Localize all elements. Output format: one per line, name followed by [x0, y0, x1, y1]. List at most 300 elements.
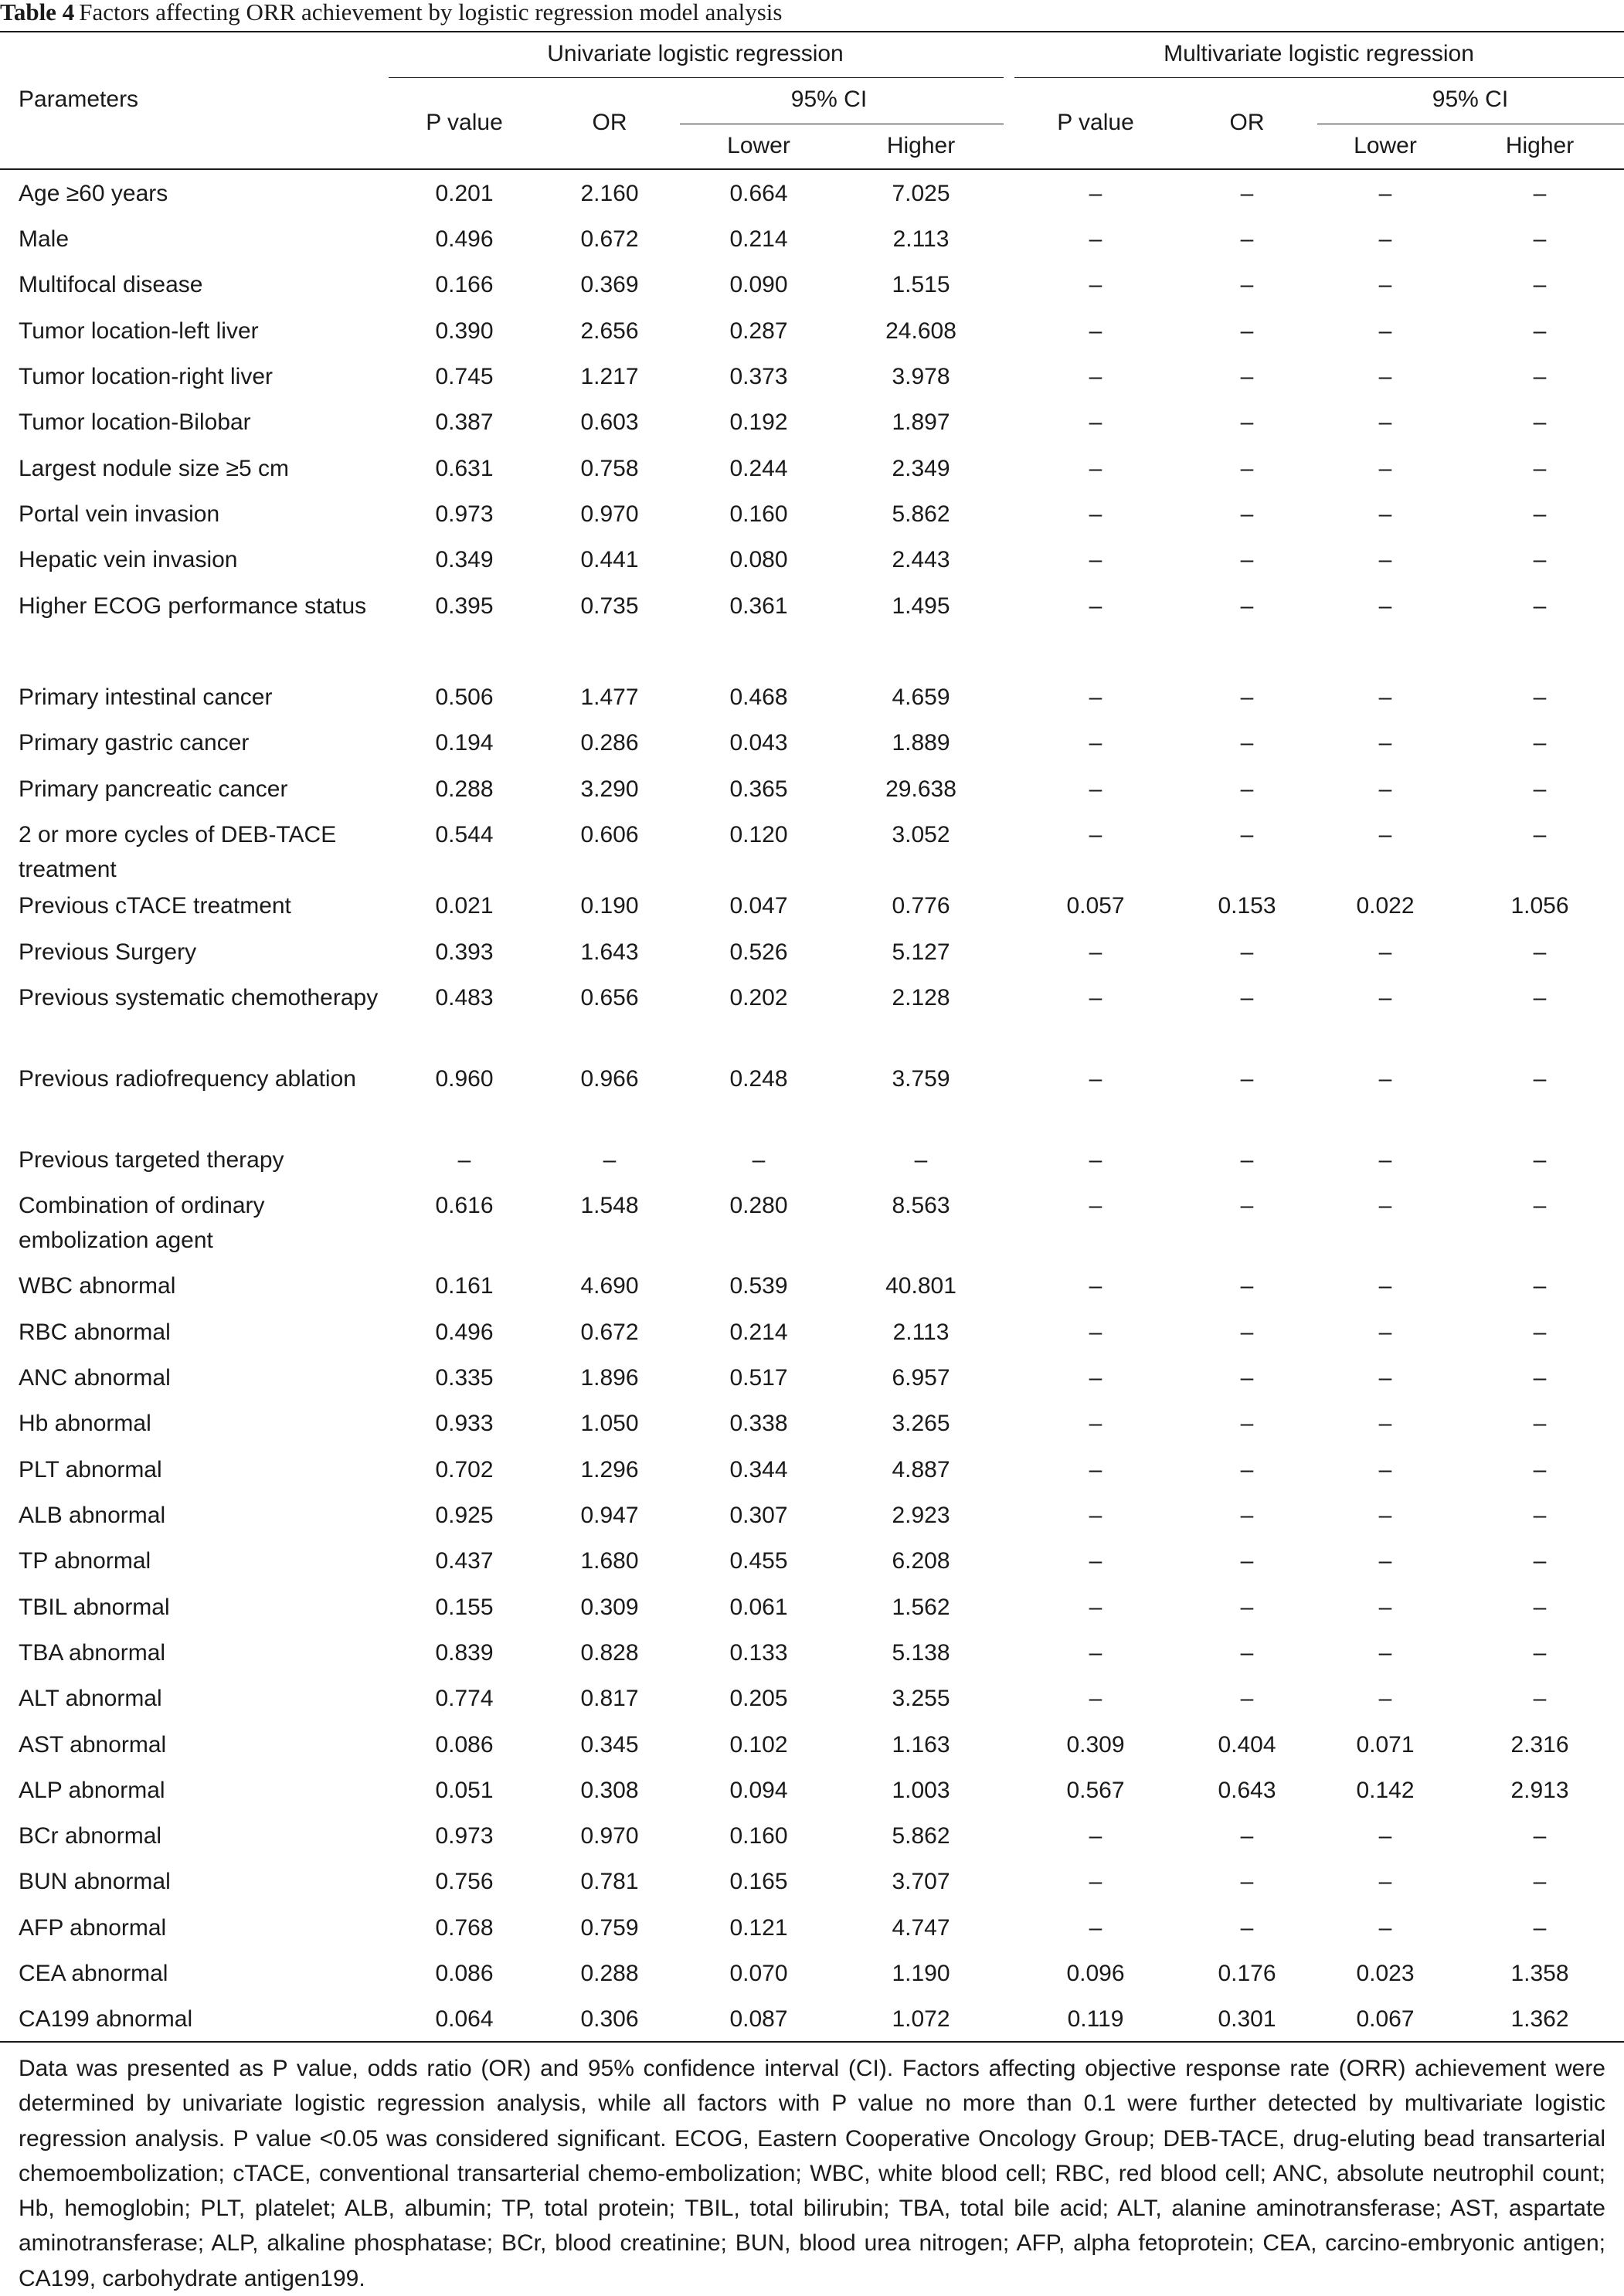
multi-p-value-cell: –	[1089, 939, 1102, 965]
uni-p-value-cell: 0.544	[435, 822, 494, 847]
multi-or-cell: –	[1240, 1411, 1254, 1436]
header-uni-ci: 95% CI	[790, 87, 868, 112]
uni-p-value-cell: 0.756	[435, 1869, 494, 1894]
table-caption	[0, 0, 1624, 26]
multi-ci-higher-cell: –	[1533, 1365, 1547, 1391]
row-parameter: Primary pancreatic cancer	[19, 776, 288, 802]
row-parameter: Largest nodule size ≥5 cm	[19, 456, 289, 481]
multi-p-value-cell: –	[1089, 1640, 1102, 1666]
table-footnote: Data was presented as P value, odds ratio (OR) and 95% confidence interval (CI). Factors affecting objective response rate (ORR) achievement were determined by univariate logistic regression analysis, while all factors with P value no more than 0.1 were further detected by multivariate logistic regression analysis. P value <0.05 was considered significant. ECOG, Eastern Cooperative Oncology Group; DEB-TACE, drug-eluting bead transarterial chemoembolization; cTACE, conventional transarterial chemo-embolization; WBC, white blood cell; RBC, red blood cell; ANC, absolute neutrophil count; Hb, hemoglobin; PLT, platelet; ALB, albumin; TP, total protein; TBIL, total bilirubin; TBA, total bile acid; ALT, alanine aminotransferase; AST, aspartate aminotransferase; ALP, alkaline phosphatase; BCr, blood creatinine; BUN, blood urea nitrogen; AFP, alpha fetoprotein; CEA, carcino-embryonic antigen; CA199, carbohydrate antigen199.	[19, 2056, 1605, 2291]
multi-or-cell: –	[1240, 318, 1254, 344]
uni-p-value-cell: 0.201	[435, 181, 494, 206]
multi-ci-lower-cell: –	[1378, 1869, 1392, 1894]
multi-or-cell: –	[1240, 1548, 1254, 1574]
multi-or-cell: –	[1240, 1686, 1254, 1711]
uni-or-cell: 0.369	[580, 272, 639, 297]
multi-ci-lower-cell: –	[1378, 318, 1392, 344]
uni-ci-lower-cell: 0.365	[729, 776, 788, 802]
multivariate-rule	[1014, 77, 1624, 78]
multi-or-cell: –	[1240, 1595, 1254, 1620]
uni-ci-higher-cell: 3.255	[892, 1686, 950, 1711]
uni-or-cell: 0.759	[580, 1915, 639, 1941]
multi-ci-lower-cell: –	[1378, 1193, 1392, 1218]
multi-or-cell: –	[1240, 593, 1254, 619]
row-parameter: TBA abnormal	[19, 1640, 166, 1666]
multi-or-cell: –	[1240, 1365, 1254, 1391]
uni-ci-higher-cell: 3.707	[892, 1869, 950, 1894]
row-parameter: Combination of ordinary embolization agent	[19, 1193, 265, 1253]
uni-ci-lower-cell: 0.361	[729, 593, 788, 619]
multi-or-cell: –	[1240, 684, 1254, 710]
uni-or-cell: 0.345	[580, 1732, 639, 1758]
multi-p-value-cell: –	[1089, 1595, 1102, 1620]
multi-ci-higher-cell: –	[1533, 1273, 1547, 1299]
multi-ci-higher-cell: –	[1533, 684, 1547, 710]
uni-or-cell: 0.966	[580, 1066, 639, 1092]
uni-ci-lower-cell: 0.090	[729, 272, 788, 297]
uni-p-value-cell: –	[457, 1147, 471, 1173]
multi-ci-higher-cell: –	[1533, 939, 1547, 965]
top-rule	[0, 31, 1624, 32]
table-title: Factors affecting ORR achievement by logistic regression model analysis	[79, 0, 783, 25]
multi-ci-higher-cell: 1.362	[1510, 2006, 1569, 2032]
uni-ci-lower-cell: 0.165	[729, 1869, 788, 1894]
multi-ci-lower-cell: –	[1378, 939, 1392, 965]
multi-ci-higher-cell: –	[1533, 1915, 1547, 1941]
multi-ci-lower-cell: –	[1378, 1595, 1392, 1620]
uni-ci-higher-cell: 3.978	[892, 364, 950, 389]
uni-p-value-cell: 0.335	[435, 1365, 494, 1391]
uni-ci-higher-cell: 3.052	[892, 822, 950, 847]
uni-p-value-cell: 0.496	[435, 1320, 494, 1345]
multi-ci-lower-cell: –	[1378, 1823, 1392, 1849]
multi-or-cell: –	[1240, 1915, 1254, 1941]
uni-ci-lower-cell: 0.526	[729, 939, 788, 965]
uni-or-cell: 0.288	[580, 1961, 639, 1986]
uni-or-cell: 0.308	[580, 1778, 639, 1803]
multi-or-cell: –	[1240, 272, 1254, 297]
uni-or-cell: 0.190	[580, 893, 639, 919]
multi-p-value-cell: –	[1089, 364, 1102, 389]
uni-p-value-cell: 0.021	[435, 893, 494, 919]
uni-ci-lower-cell: 0.205	[729, 1686, 788, 1711]
multi-ci-lower-cell: –	[1378, 1365, 1392, 1391]
row-parameter: Tumor location-right liver	[19, 364, 273, 389]
uni-p-value-cell: 0.774	[435, 1686, 494, 1711]
uni-ci-higher-cell: 1.889	[892, 730, 950, 756]
uni-p-value-cell: 0.616	[435, 1193, 494, 1218]
multi-p-value-cell: 0.057	[1066, 893, 1125, 919]
uni-ci-lower-cell: 0.094	[729, 1778, 788, 1803]
multi-p-value-cell: –	[1089, 1869, 1102, 1894]
uni-or-cell: 0.672	[580, 226, 639, 252]
multi-ci-lower-cell: –	[1378, 684, 1392, 710]
multi-p-value-cell: 0.309	[1066, 1732, 1125, 1758]
multi-ci-lower-cell: 0.142	[1356, 1778, 1415, 1803]
uni-or-cell: 0.828	[580, 1640, 639, 1666]
uni-ci-higher-cell: 24.608	[885, 318, 956, 344]
row-parameter: Higher ECOG performance status	[19, 593, 367, 619]
row-parameter: ALB abnormal	[19, 1503, 166, 1528]
uni-or-cell: 0.672	[580, 1320, 639, 1345]
multi-or-cell: –	[1240, 776, 1254, 802]
multi-p-value-cell: –	[1089, 1273, 1102, 1299]
multi-ci-higher-cell: –	[1533, 1640, 1547, 1666]
multi-ci-higher-cell: –	[1533, 1686, 1547, 1711]
uni-p-value-cell: 0.395	[435, 593, 494, 619]
row-parameter: Previous systematic chemotherapy	[19, 985, 379, 1010]
multi-ci-lower-cell: –	[1378, 1320, 1392, 1345]
uni-ci-higher-cell: 40.801	[885, 1273, 956, 1299]
uni-or-cell: 0.735	[580, 593, 639, 619]
uni-p-value-cell: 0.483	[435, 985, 494, 1010]
uni-ci-lower-cell: 0.160	[729, 501, 788, 527]
multi-or-cell: 0.404	[1218, 1732, 1276, 1758]
uni-ci-higher-cell: 5.862	[892, 1823, 950, 1849]
uni-or-cell: 0.947	[580, 1503, 639, 1528]
uni-p-value-cell: 0.768	[435, 1915, 494, 1941]
uni-ci-lower-cell: 0.539	[729, 1273, 788, 1299]
multi-or-cell: 0.643	[1218, 1778, 1276, 1803]
uni-ci-lower-cell: 0.280	[729, 1193, 788, 1218]
multi-or-cell: –	[1240, 822, 1254, 847]
multi-ci-lower-cell: –	[1378, 1066, 1392, 1092]
row-parameter: TBIL abnormal	[19, 1595, 170, 1620]
multi-p-value-cell: –	[1089, 501, 1102, 527]
uni-or-cell: 0.656	[580, 985, 639, 1010]
uni-ci-higher-cell: 1.190	[892, 1961, 950, 1986]
multi-ci-lower-cell: –	[1378, 501, 1392, 527]
multi-ci-lower-cell: 0.023	[1356, 1961, 1415, 1986]
row-parameter: RBC abnormal	[19, 1320, 171, 1345]
uni-or-cell: 3.290	[580, 776, 639, 802]
multi-or-cell: –	[1240, 1457, 1254, 1483]
uni-ci-higher-cell: 2.113	[892, 1320, 950, 1345]
multi-p-value-cell: –	[1089, 1411, 1102, 1436]
uni-ci-lower-cell: 0.373	[729, 364, 788, 389]
uni-p-value-cell: 0.973	[435, 501, 494, 527]
uni-or-cell: 0.286	[580, 730, 639, 756]
multi-ci-higher-cell: –	[1533, 1193, 1547, 1218]
multi-ci-higher-cell: –	[1533, 1869, 1547, 1894]
multi-ci-lower-cell: –	[1378, 1686, 1392, 1711]
uni-ci-higher-cell: 8.563	[892, 1193, 950, 1218]
uni-or-cell: 0.441	[580, 547, 639, 572]
uni-p-value-cell: 0.960	[435, 1066, 494, 1092]
header-multi-higher: Higher	[1505, 133, 1575, 158]
multi-ci-lower-cell: –	[1378, 272, 1392, 297]
multi-ci-lower-cell: –	[1378, 730, 1392, 756]
multi-or-cell: 0.153	[1218, 893, 1276, 919]
uni-p-value-cell: 0.496	[435, 226, 494, 252]
uni-ci-higher-cell: 2.113	[892, 226, 950, 252]
multi-or-cell: –	[1240, 730, 1254, 756]
multi-or-cell: –	[1240, 1823, 1254, 1849]
multi-p-value-cell: –	[1089, 822, 1102, 847]
multi-ci-lower-cell: –	[1378, 181, 1392, 206]
multi-ci-higher-cell: 2.316	[1510, 1732, 1569, 1758]
multi-ci-higher-cell: –	[1533, 985, 1547, 1010]
uni-ci-lower-cell: 0.080	[729, 547, 788, 572]
multi-p-value-cell: –	[1089, 318, 1102, 344]
uni-p-value-cell: 0.702	[435, 1457, 494, 1483]
uni-ci-lower-cell: 0.070	[729, 1961, 788, 1986]
uni-or-cell: 0.817	[580, 1686, 639, 1711]
uni-p-value-cell: 0.925	[435, 1503, 494, 1528]
uni-p-value-cell: 0.166	[435, 272, 494, 297]
multi-or-cell: 0.176	[1218, 1961, 1276, 1986]
multi-ci-lower-cell: –	[1378, 1548, 1392, 1574]
uni-ci-higher-cell: 2.128	[892, 985, 950, 1010]
multi-or-cell: –	[1240, 547, 1254, 572]
uni-ci-higher-cell: 2.923	[892, 1503, 950, 1528]
multi-ci-higher-cell: –	[1533, 547, 1547, 572]
multi-ci-higher-cell: 1.358	[1510, 1961, 1569, 1986]
multi-p-value-cell: –	[1089, 684, 1102, 710]
multi-p-value-cell: 0.119	[1067, 2006, 1124, 2032]
header-multivariate: Multivariate logistic regression	[1164, 41, 1474, 66]
header-uni-lower: Lower	[727, 133, 790, 158]
multi-or-cell: –	[1240, 409, 1254, 435]
multi-or-cell: –	[1240, 181, 1254, 206]
multi-p-value-cell: –	[1089, 272, 1102, 297]
uni-ci-lower-cell: 0.120	[729, 822, 788, 847]
multi-p-value-cell: 0.567	[1066, 1778, 1125, 1803]
uni-ci-higher-cell: 3.759	[892, 1066, 950, 1092]
uni-ci-lower-cell: 0.133	[729, 1640, 788, 1666]
row-parameter: ALT abnormal	[19, 1686, 162, 1711]
row-parameter: CEA abnormal	[19, 1961, 168, 1986]
multi-or-cell: –	[1240, 985, 1254, 1010]
uni-or-cell: 1.477	[580, 684, 639, 710]
uni-ci-higher-cell: 1.003	[892, 1778, 950, 1803]
multi-ci-higher-cell: –	[1533, 1595, 1547, 1620]
uni-or-cell: –	[603, 1147, 617, 1173]
multi-p-value-cell: –	[1089, 1915, 1102, 1941]
uni-or-cell: 0.970	[580, 1823, 639, 1849]
multi-p-value-cell: –	[1089, 226, 1102, 252]
uni-p-value-cell: 0.437	[435, 1548, 494, 1574]
uni-p-value-cell: 0.390	[435, 318, 494, 344]
uni-p-value-cell: 0.155	[435, 1595, 494, 1620]
multi-p-value-cell: –	[1089, 1320, 1102, 1345]
uni-or-cell: 1.296	[580, 1457, 639, 1483]
multi-ci-higher-cell: –	[1533, 593, 1547, 619]
multi-p-value-cell: –	[1089, 456, 1102, 481]
uni-ci-lower-cell: 0.102	[729, 1732, 788, 1758]
univariate-rule	[389, 77, 1004, 78]
multi-p-value-cell: –	[1089, 1457, 1102, 1483]
uni-ci-lower-cell: 0.307	[729, 1503, 788, 1528]
multi-or-cell: –	[1240, 501, 1254, 527]
multi-or-cell: –	[1240, 456, 1254, 481]
header-parameters: Parameters	[19, 87, 139, 112]
uni-or-cell: 1.680	[580, 1548, 639, 1574]
multi-ci-higher-cell: –	[1533, 776, 1547, 802]
multi-p-value-cell: –	[1089, 985, 1102, 1010]
multi-ci-lower-cell: –	[1378, 822, 1392, 847]
uni-ci-lower-cell: 0.214	[729, 226, 788, 252]
row-parameter: AST abnormal	[19, 1732, 167, 1758]
multi-ci-higher-cell: –	[1533, 1548, 1547, 1574]
uni-p-value-cell: 0.973	[435, 1823, 494, 1849]
multi-ci-lower-cell: –	[1378, 985, 1392, 1010]
row-parameter: Hb abnormal	[19, 1411, 151, 1436]
uni-or-cell: 2.160	[580, 181, 639, 206]
uni-ci-higher-cell: 1.515	[892, 272, 950, 297]
uni-ci-higher-cell: 29.638	[885, 776, 956, 802]
uni-p-value-cell: 0.933	[435, 1411, 494, 1436]
uni-ci-higher-cell: 5.127	[892, 939, 950, 965]
multi-ci-lower-cell: –	[1378, 409, 1392, 435]
multi-ci-higher-cell: –	[1533, 226, 1547, 252]
uni-ci-lower-cell: 0.202	[729, 985, 788, 1010]
row-parameter: Primary intestinal cancer	[19, 684, 273, 710]
header-multi-or: OR	[1229, 110, 1265, 135]
multi-ci-higher-cell: –	[1533, 181, 1547, 206]
multi-p-value-cell: –	[1089, 1686, 1102, 1711]
uni-ci-lower-cell: 0.517	[729, 1365, 788, 1391]
multi-or-cell: –	[1240, 226, 1254, 252]
multi-p-value-cell: –	[1089, 409, 1102, 435]
multi-ci-lower-cell: 0.067	[1356, 2006, 1415, 2032]
uni-ci-higher-cell: 6.957	[892, 1365, 950, 1391]
uni-ci-lower-cell: 0.087	[729, 2006, 788, 2032]
uni-ci-lower-cell: 0.664	[729, 181, 788, 206]
row-parameter: BUN abnormal	[19, 1869, 171, 1894]
uni-ci-lower-cell: 0.043	[729, 730, 788, 756]
multi-p-value-cell: –	[1089, 1066, 1102, 1092]
multi-p-value-cell: –	[1089, 1823, 1102, 1849]
uni-or-cell: 0.606	[580, 822, 639, 847]
multi-ci-lower-cell: –	[1378, 456, 1392, 481]
multi-ci-lower-cell: –	[1378, 547, 1392, 572]
multi-ci-lower-cell: –	[1378, 1915, 1392, 1941]
multi-p-value-cell: –	[1089, 1503, 1102, 1528]
multi-ci-higher-cell: –	[1533, 456, 1547, 481]
multi-p-value-cell: –	[1089, 1193, 1102, 1218]
uni-ci-lower-cell: 0.455	[729, 1548, 788, 1574]
uni-or-cell: 1.050	[580, 1411, 639, 1436]
uni-ci-lower-cell: 0.344	[729, 1457, 788, 1483]
header-univariate: Univariate logistic regression	[547, 41, 844, 66]
header-multi-lower: Lower	[1354, 133, 1417, 158]
row-parameter: Previous targeted therapy	[19, 1147, 284, 1173]
uni-ci-lower-cell: 0.214	[729, 1320, 788, 1345]
uni-ci-lower-cell: 0.047	[729, 893, 788, 919]
multi-ci-higher-cell: –	[1533, 1147, 1547, 1173]
multi-or-cell: –	[1240, 939, 1254, 965]
uni-p-value-cell: 0.194	[435, 730, 494, 756]
multi-or-cell: –	[1240, 1147, 1254, 1173]
uni-ci-higher-cell: 1.495	[892, 593, 950, 619]
multi-ci-lower-cell: –	[1378, 1411, 1392, 1436]
multi-or-cell: –	[1240, 1869, 1254, 1894]
multi-p-value-cell: –	[1089, 1365, 1102, 1391]
row-parameter: PLT abnormal	[19, 1457, 162, 1483]
uni-p-value-cell: 0.839	[435, 1640, 494, 1666]
multi-or-cell: –	[1240, 1193, 1254, 1218]
uni-ci-lower-cell: 0.061	[729, 1595, 788, 1620]
multi-ci-higher-cell: –	[1533, 318, 1547, 344]
multi-ci-lower-cell: –	[1378, 364, 1392, 389]
multi-or-cell: –	[1240, 1640, 1254, 1666]
multi-ci-lower-cell: –	[1378, 593, 1392, 619]
uni-or-cell: 0.603	[580, 409, 639, 435]
uni-p-value-cell: 0.086	[435, 1961, 494, 1986]
row-parameter: Previous radiofrequency ablation	[19, 1066, 356, 1092]
uni-p-value-cell: 0.393	[435, 939, 494, 965]
row-parameter: Primary gastric cancer	[19, 730, 250, 756]
uni-ci-higher-cell: 7.025	[892, 181, 950, 206]
uni-ci-higher-cell: 2.443	[892, 547, 950, 572]
row-parameter: Tumor location-left liver	[19, 318, 259, 344]
row-parameter: AFP abnormal	[19, 1915, 167, 1941]
row-parameter: Hepatic vein invasion	[19, 547, 238, 572]
multi-or-cell: –	[1240, 1503, 1254, 1528]
multi-or-cell: –	[1240, 364, 1254, 389]
uni-ci-higher-cell: 4.659	[892, 684, 950, 710]
multi-p-value-cell: –	[1089, 730, 1102, 756]
uni-p-value-cell: 0.349	[435, 547, 494, 572]
header-multi-ci: 95% CI	[1432, 87, 1509, 112]
row-parameter: TP abnormal	[19, 1548, 151, 1574]
uni-or-cell: 4.690	[580, 1273, 639, 1299]
uni-ci-higher-cell: 0.776	[892, 893, 950, 919]
multi-ci-lower-cell: 0.022	[1356, 893, 1415, 919]
row-parameter: BCr abnormal	[19, 1823, 162, 1849]
multi-ci-lower-cell: 0.071	[1356, 1732, 1415, 1758]
row-parameter: Previous cTACE treatment	[19, 893, 291, 919]
row-parameter: ANC abnormal	[19, 1365, 171, 1391]
uni-or-cell: 1.896	[580, 1365, 639, 1391]
uni-ci-lower-cell: 0.287	[729, 318, 788, 344]
header-uni-or: OR	[592, 110, 627, 135]
uni-or-cell: 0.758	[580, 456, 639, 481]
row-parameter: Previous Surgery	[19, 939, 197, 965]
multi-ci-lower-cell: –	[1378, 1503, 1392, 1528]
table-label: Table 4	[0, 0, 75, 25]
uni-ci-higher-cell: 5.862	[892, 501, 950, 527]
multi-or-cell: –	[1240, 1320, 1254, 1345]
row-parameter: 2 or more cycles of DEB-TACE treatment	[19, 822, 337, 882]
uni-or-cell: 0.309	[580, 1595, 639, 1620]
row-parameter: Multifocal disease	[19, 272, 203, 297]
uni-or-cell: 2.656	[580, 318, 639, 344]
row-parameter: CA199 abnormal	[19, 2006, 193, 2032]
uni-ci-higher-cell: 5.138	[892, 1640, 950, 1666]
multi-p-value-cell: –	[1089, 181, 1102, 206]
uni-p-value-cell: 0.288	[435, 776, 494, 802]
row-parameter: Age ≥60 years	[19, 181, 168, 206]
uni-p-value-cell: 0.745	[435, 364, 494, 389]
uni-p-value-cell: 0.161	[435, 1273, 494, 1299]
uni-p-value-cell: 0.051	[435, 1778, 494, 1803]
uni-p-value-cell: 0.506	[435, 684, 494, 710]
multi-ci-higher-cell: –	[1533, 364, 1547, 389]
uni-ci-higher-cell: 2.349	[892, 456, 950, 481]
multi-ci-higher-cell: –	[1533, 1823, 1547, 1849]
uni-or-cell: 0.970	[580, 501, 639, 527]
uni-ci-higher-cell: 4.887	[892, 1457, 950, 1483]
multi-ci-lower-cell: –	[1378, 776, 1392, 802]
multi-p-value-cell: –	[1089, 776, 1102, 802]
uni-ci-higher-cell: 3.265	[892, 1411, 950, 1436]
header-bottom-rule	[0, 168, 1624, 170]
uni-ci-lower-cell: 0.160	[729, 1823, 788, 1849]
multi-ci-higher-cell: –	[1533, 1503, 1547, 1528]
uni-or-cell: 1.548	[580, 1193, 639, 1218]
